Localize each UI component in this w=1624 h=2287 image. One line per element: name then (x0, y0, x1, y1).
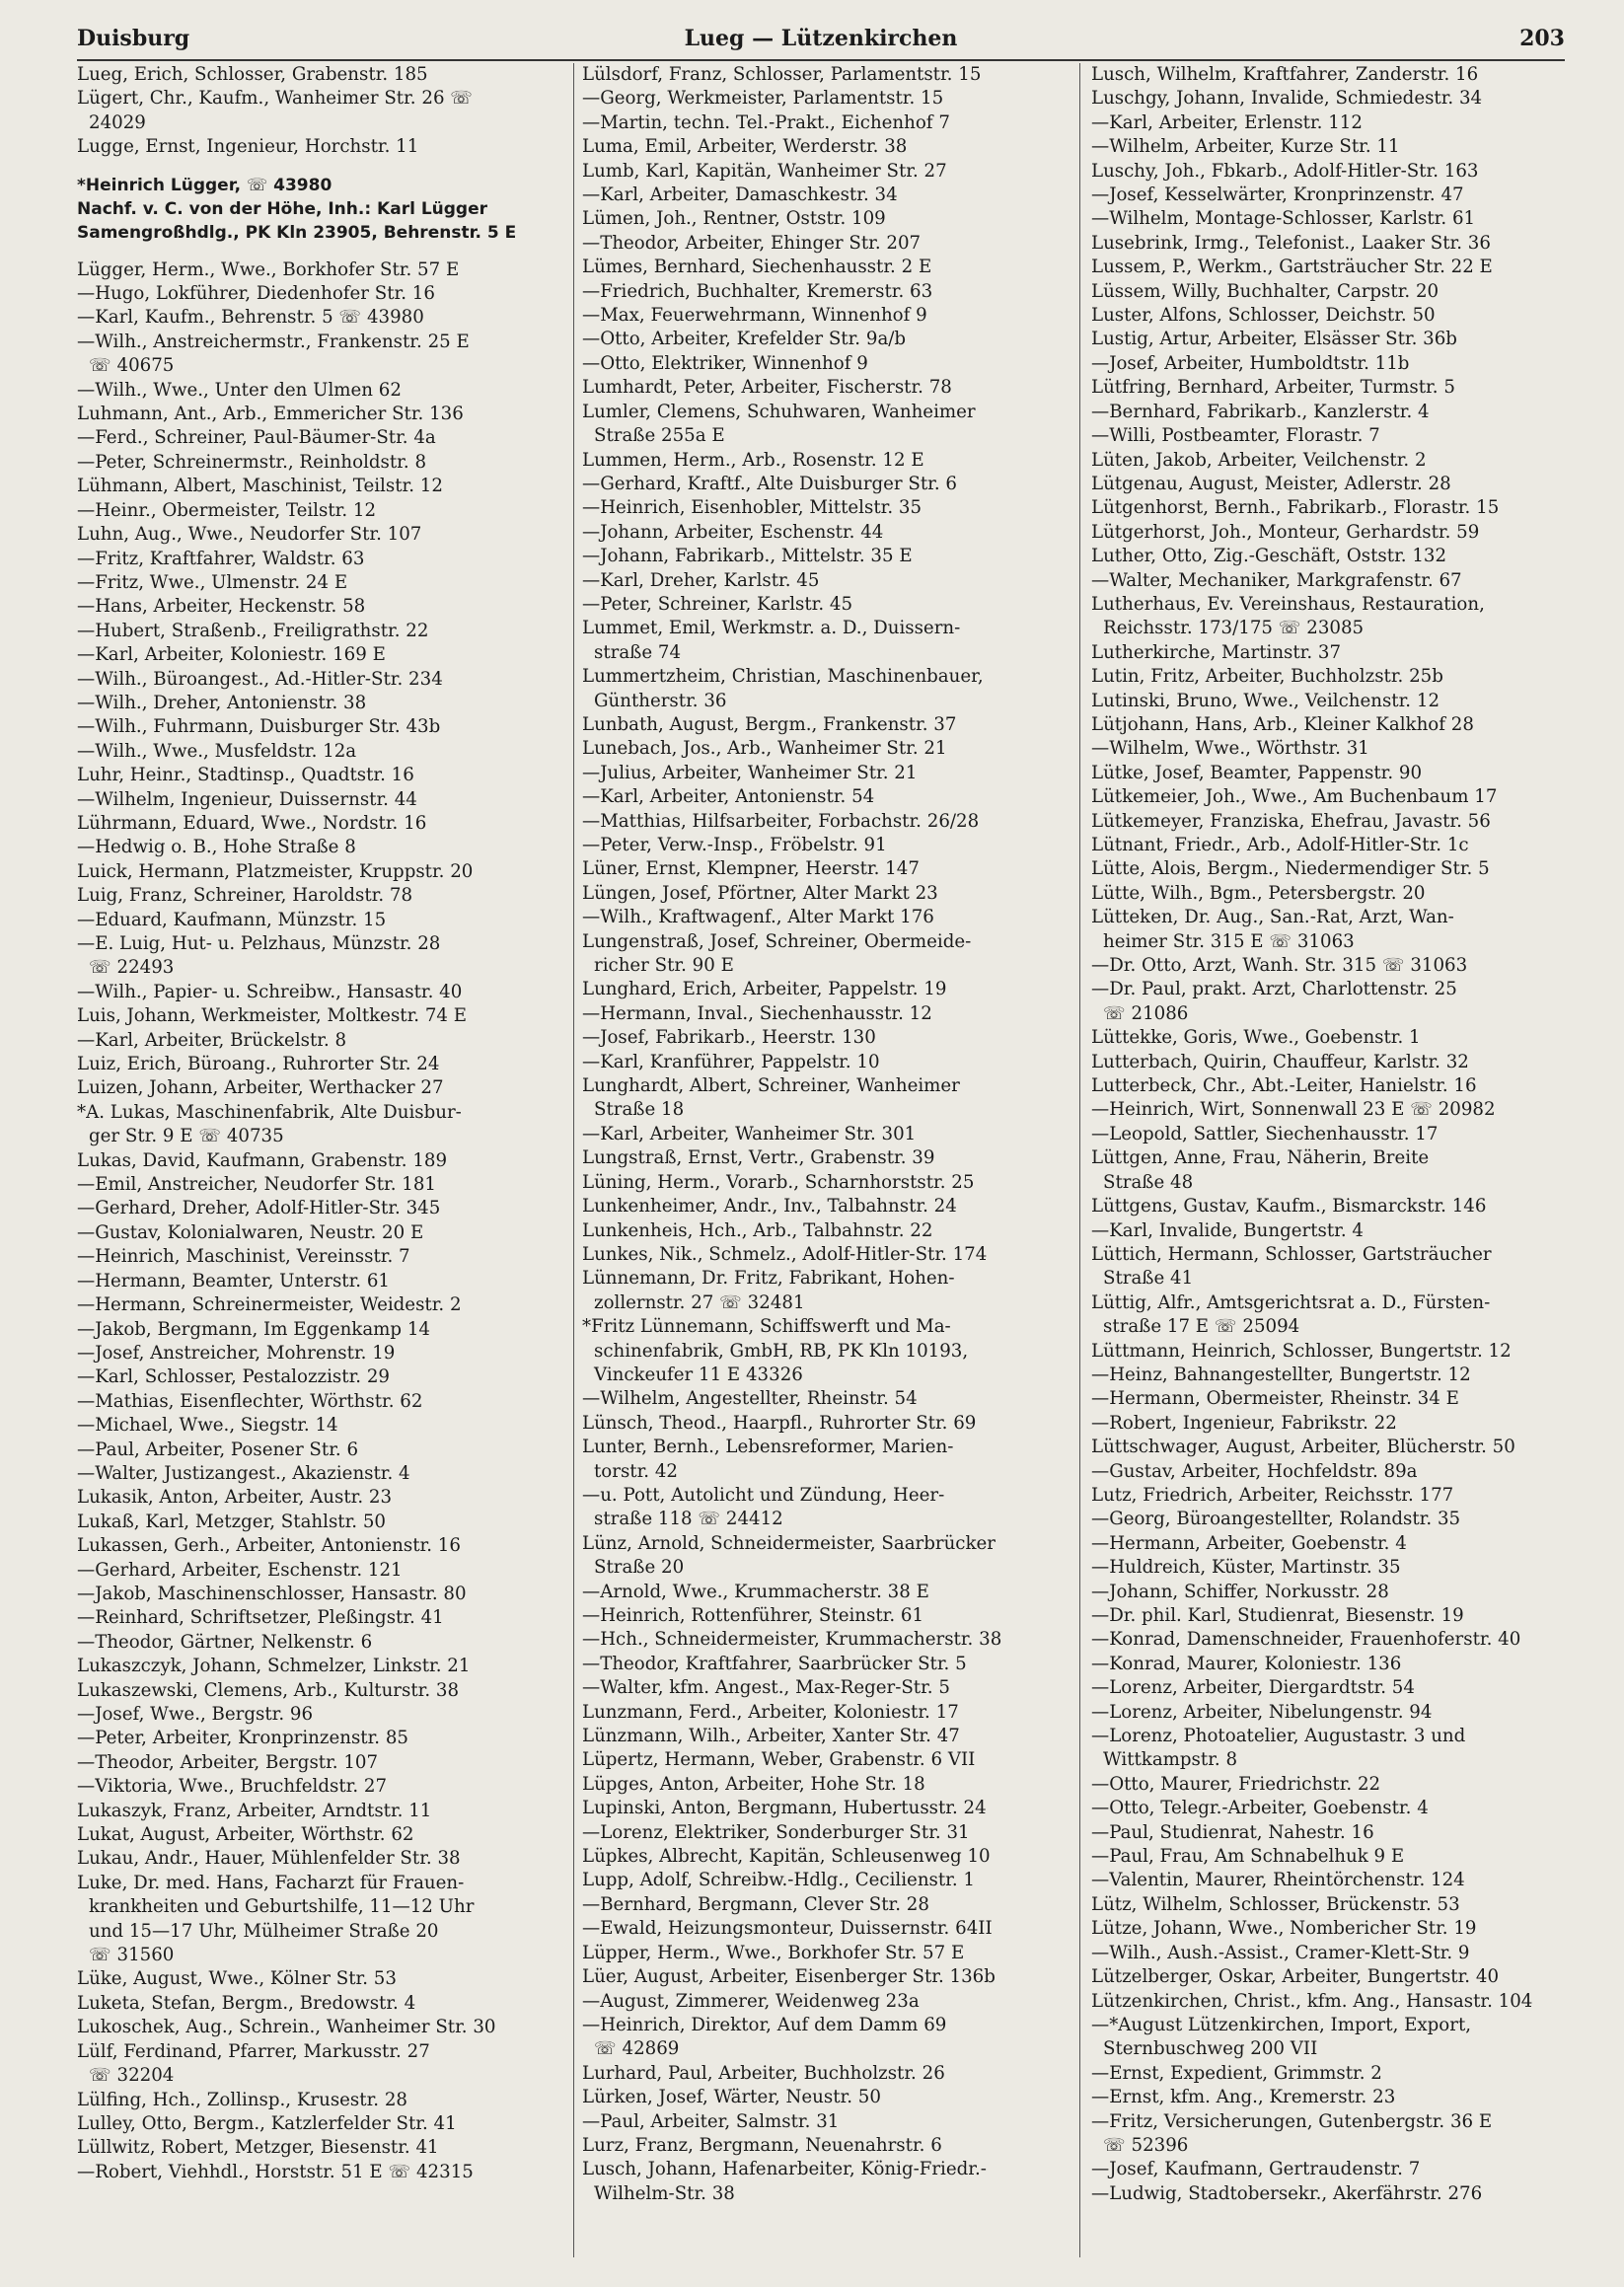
directory-entry-line: ger Str. 9 E ☏ 40735 (89, 1126, 284, 1147)
directory-entry-line: Lusebrink, Irmg., Telefonist., Laaker Str. 36 (1091, 232, 1491, 254)
directory-entry-line: —Lorenz, Elektriker, Sonderburger Str. 31 (582, 1821, 970, 1843)
directory-entry-line: —Konrad, Maurer, Koloniestr. 136 (1091, 1653, 1402, 1674)
directory-entry-line: Wilhelm-Str. 38 (594, 2182, 735, 2204)
directory-entry-line: —Karl, Arbeiter, Wanheimer Str. 301 (582, 1123, 917, 1144)
directory-entry-line: —Hedwig o. B., Hohe Straße 8 (77, 837, 356, 858)
directory-entry-line: —Gerhard, Dreher, Adolf-Hitler-Str. 345 (77, 1198, 441, 1219)
directory-entry-line: Lülfing, Hch., Zollinsp., Krusestr. 28 (77, 2089, 407, 2110)
directory-entry-line: —Ernst, Expedient, Grimmstr. 2 (1091, 2062, 1382, 2084)
directory-entry-line: —Karl, Arbeiter, Brückelstr. 8 (77, 1029, 347, 1051)
directory-entry-line: —Max, Feuerwehrmann, Winnenhof 9 (582, 305, 927, 327)
directory-entry-line: Straße 18 (594, 1099, 685, 1121)
directory-entry-line: Lulley, Otto, Bergm., Katzlerfelder Str. 41 (77, 2112, 457, 2134)
directory-entry-line: Luhn, Aug., Wwe., Neudorfer Str. 107 (77, 524, 422, 546)
directory-entry-line: —Karl, Kaufm., Behrenstr. 5 ☏ 43980 (77, 307, 424, 329)
directory-entry-line: —Gerhard, Arbeiter, Eschenstr. 121 (77, 1559, 403, 1581)
directory-entry-line: Lusch, Wilhelm, Kraftfahrer, Zanderstr. 16 (1091, 64, 1479, 85)
directory-entry-line: —Walter, Justizangest., Akazienstr. 4 (77, 1462, 410, 1484)
directory-entry-line: Lussem, P., Werkm., Gartsträucher Str. 22 E (1091, 257, 1493, 278)
directory-entry-line: —Hermann, Schreinermeister, Weidestr. 2 (77, 1294, 462, 1316)
directory-entry-line: Lügger, Herm., Wwe., Borkhofer Str. 57 E (77, 258, 460, 280)
directory-entry-line: —Hans, Arbeiter, Heckenstr. 58 (77, 596, 366, 618)
directory-entry-line: —Wilh., Wwe., Unter den Ulmen 62 (77, 379, 402, 401)
directory-entry-line: —Heinrich, Rottenführer, Steinstr. 61 (582, 1605, 924, 1626)
directory-entry-line: Lutz, Friedrich, Arbeiter, Reichsstr. 177 (1091, 1484, 1454, 1506)
directory-entry-line: ☏ 31560 (89, 1945, 175, 1966)
directory-entry-line: —Hermann, Obermeister, Rheinstr. 34 E (1091, 1388, 1459, 1410)
directory-entry-line: Lunkenheis, Hch., Arb., Talbahnstr. 22 (582, 1219, 933, 1241)
directory-entry-line: Lütgenhorst, Bernh., Fabrikarb., Florastr. 15 (1091, 497, 1500, 519)
directory-entry-line: Lupp, Adolf, Schreibw.-Hdlg., Cecilienstr. 1 (582, 1870, 976, 1891)
directory-entry-line: —Ernst, kfm. Ang., Kremerstr. 23 (1091, 2087, 1396, 2108)
directory-entry-line: Straße 20 (594, 1557, 685, 1579)
directory-entry-line: straße 74 (594, 641, 682, 663)
column-divider (573, 63, 574, 2257)
directory-entry-line: —Johann, Arbeiter, Eschenstr. 44 (582, 521, 884, 543)
directory-entry-line: Wittkampstr. 8 (1103, 1749, 1238, 1771)
directory-entry-line: —Ludwig, Stadtobersekr., Akerfährstr. 276 (1091, 2182, 1483, 2204)
directory-entry-line: —Peter, Schreinermstr., Reinholdstr. 8 (77, 451, 427, 473)
directory-entry-line: Lüpkes, Albrecht, Kapitän, Schleusenweg 10 (582, 1846, 991, 1868)
directory-entry-line: Lutin, Fritz, Arbeiter, Buchholzstr. 25b (1091, 666, 1443, 688)
directory-entry-line: Lukaszewski, Clemens, Arb., Kulturstr. 38 (77, 1679, 460, 1701)
directory-entry-line: Lurhard, Paul, Arbeiter, Buchholzstr. 26 (582, 2062, 945, 2084)
directory-entry-line: Lüner, Ernst, Klempner, Heerstr. 147 (582, 858, 920, 880)
directory-entry-line: *Fritz Lünnemann, Schiffswerft und Ma- (582, 1316, 951, 1338)
directory-entry-line: —Ewald, Heizungsmonteur, Duissernstr. 64II (582, 1918, 993, 1940)
directory-entry-line: Lürken, Josef, Wärter, Neustr. 50 (582, 2087, 881, 2108)
directory-entry-line: —Heinz, Bahnangestellter, Bungertstr. 12 (1091, 1364, 1471, 1385)
directory-entry-line: Lütjohann, Hans, Arb., Kleiner Kalkhof 28 (1091, 713, 1474, 735)
directory-entry-line: —Wilhelm, Angestellter, Rheinstr. 54 (582, 1388, 918, 1410)
directory-entry-line: Lukau, Andr., Hauer, Mühlenfelder Str. 38 (77, 1848, 461, 1870)
directory-entry-line: —Wilhelm, Ingenieur, Duissernstr. 44 (77, 788, 417, 810)
directory-entry-line: —Wilh., Aush.-Assist., Cramer-Klett-Str. 9 (1091, 1942, 1470, 1963)
directory-entry-line: —Gustav, Kolonialwaren, Neustr. 20 E (77, 1221, 424, 1243)
directory-entry-line: —Theodor, Kraftfahrer, Saarbrücker Str. 5 (582, 1653, 967, 1674)
directory-entry-line: Luketa, Stefan, Bergm., Bredowstr. 4 (77, 1992, 416, 2014)
directory-entry-line: Lüten, Jakob, Arbeiter, Veilchenstr. 2 (1091, 449, 1427, 471)
directory-entry-line: heimer Str. 315 E ☏ 31063 (1103, 930, 1355, 952)
directory-entry-line: —Karl, Dreher, Karlstr. 45 (582, 569, 820, 591)
directory-entry-line: —Bernhard, Bergmann, Clever Str. 28 (582, 1893, 929, 1915)
directory-entry-line: Lütkemeyer, Franziska, Ehefrau, Javastr. 56 (1091, 810, 1491, 832)
directory-entry-line: Luizen, Johann, Arbeiter, Werthacker 27 (77, 1077, 444, 1099)
directory-entry-line: —Matthias, Hilfsarbeiter, Forbachstr. 26/28 (582, 810, 980, 832)
directory-entry-line: —Mathias, Eisenflechter, Wörthstr. 62 (77, 1390, 423, 1412)
directory-entry-line: richer Str. 90 E (594, 955, 734, 977)
directory-entry-line: —Otto, Arbeiter, Krefelder Str. 9a/b (582, 329, 907, 350)
directory-entry-line: —Karl, Arbeiter, Antonienstr. 54 (582, 786, 875, 808)
directory-entry-line: Lüttmann, Heinrich, Schlosser, Bungertstr. 12 (1091, 1340, 1512, 1362)
directory-entry-line: schinenfabrik, GmbH, RB, PK Kln 10193, (594, 1340, 969, 1362)
directory-entry-line: —Dr. Paul, prakt. Arzt, Charlottenstr. 25 (1091, 979, 1457, 1000)
directory-entry-line: —Wilh., Kraftwagenf., Alter Markt 176 (582, 907, 934, 928)
directory-entry-line: —Lorenz, Arbeiter, Nibelungenstr. 94 (1091, 1701, 1433, 1723)
directory-entry-line: —Konrad, Damenschneider, Frauenhoferstr. 40 (1091, 1629, 1521, 1651)
directory-entry-line: Lukasik, Anton, Arbeiter, Austr. 23 (77, 1487, 393, 1509)
directory-entry-line: Nachf. v. C. von der Höhe, Inh.: Karl Lügger (77, 198, 488, 219)
directory-entry-line: Luick, Hermann, Platzmeister, Kruppstr. 20 (77, 860, 474, 882)
directory-entry-line: Lütte, Wilh., Bgm., Petersbergstr. 20 (1091, 882, 1426, 904)
directory-entry-line: —u. Pott, Autolicht und Zündung, Heer- (582, 1484, 945, 1506)
column-1 (77, 63, 565, 2257)
directory-entry-line: —Heinrich, Direktor, Auf dem Damm 69 (582, 2014, 947, 2035)
directory-entry-line: —Theodor, Gärtner, Nelkenstr. 6 (77, 1631, 373, 1653)
directory-entry-line: —Georg, Büroangestellter, Rolandstr. 35 (1091, 1509, 1461, 1530)
directory-entry-line: Lüttgens, Gustav, Kaufm., Bismarckstr. 146 (1091, 1196, 1487, 1217)
page-header (77, 20, 1565, 61)
column-2 (582, 63, 1066, 2257)
directory-entry-line: straße 118 ☏ 24412 (594, 1509, 783, 1530)
directory-entry-line: —Otto, Telegr.-Arbeiter, Goebenstr. 4 (1091, 1798, 1429, 1819)
directory-entry-line: Lütfring, Bernhard, Arbeiter, Turmstr. 5 (1091, 377, 1455, 399)
directory-entry-line: Lüttschwager, August, Arbeiter, Blücherstr. 50 (1091, 1437, 1515, 1458)
directory-entry-line: —Karl, Kranführer, Pappelstr. 10 (582, 1051, 880, 1072)
directory-entry-line: Lütze, Johann, Wwe., Nombericher Str. 19 (1091, 1918, 1477, 1940)
directory-entry-line: Lunebach, Jos., Arb., Wanheimer Str. 21 (582, 738, 947, 760)
directory-entry-line: —Bernhard, Fabrikarb., Kanzlerstr. 4 (1091, 401, 1430, 422)
directory-entry-line: Lülsdorf, Franz, Schlosser, Parlamentstr. 15 (582, 64, 982, 85)
directory-entry-line: —Hermann, Beamter, Unterstr. 61 (77, 1270, 390, 1291)
directory-entry-line: Vinckeufer 11 E 43326 (594, 1364, 803, 1385)
directory-entry-line: Lukassen, Gerh., Arbeiter, Antonienstr. 16 (77, 1535, 461, 1557)
directory-entry-line: Lungstraß, Ernst, Vertr., Grabenstr. 39 (582, 1147, 935, 1169)
directory-entry-line: —Gerhard, Kraftf., Alte Duisburger Str. 6 (582, 473, 957, 494)
directory-entry-line: ☏ 40675 (89, 355, 175, 377)
directory-entry-line: Lumb, Karl, Kapitän, Wanheimer Str. 27 (582, 160, 947, 182)
directory-entry-line: ☏ 42869 (594, 2038, 680, 2060)
directory-entry-line: —Otto, Maurer, Friedrichstr. 22 (1091, 1773, 1381, 1795)
directory-entry-line: —Lorenz, Arbeiter, Diergardtstr. 54 (1091, 1677, 1415, 1699)
entry-columns (77, 63, 1565, 2257)
directory-entry-line: —Arnold, Wwe., Krummacherstr. 38 E (582, 1581, 929, 1602)
directory-entry-line: —Hugo, Lokführer, Diedenhofer Str. 16 (77, 283, 435, 305)
directory-entry-line: —Michael, Wwe., Siegstr. 14 (77, 1415, 338, 1437)
directory-entry-line: Luiz, Erich, Büroang., Ruhrorter Str. 24 (77, 1054, 440, 1075)
directory-entry-line: —Otto, Elektriker, Winnenhof 9 (582, 352, 868, 374)
directory-entry-line: —Dr. Otto, Arzt, Wanh. Str. 315 ☏ 31063 (1091, 955, 1468, 977)
directory-entry-line: —Hermann, Inval., Siechenhausstr. 12 (582, 1002, 932, 1024)
directory-entry-line: Lümes, Bernhard, Siechenhausstr. 2 E (582, 257, 932, 278)
directory-entry-line: —Josef, Kesselwärter, Kronprinzenstr. 47 (1091, 184, 1464, 206)
directory-entry-line: Lunkes, Nik., Schmelz., Adolf-Hitler-Str. 174 (582, 1243, 988, 1265)
directory-entry-line: —Valentin, Maurer, Rheintörchenstr. 124 (1091, 1870, 1465, 1891)
directory-entry-line: —Karl, Arbeiter, Damaschkestr. 34 (582, 184, 898, 206)
directory-entry-line: ☏ 21086 (1103, 1002, 1189, 1024)
directory-entry-line: —Robert, Ingenieur, Fabrikstr. 22 (1091, 1412, 1397, 1434)
directory-entry-line: Lurz, Franz, Bergmann, Neuenahrstr. 6 (582, 2134, 942, 2156)
header-city: Duisburg (77, 26, 190, 51)
directory-entry-line: —Walter, Mechaniker, Markgrafenstr. 67 (1091, 569, 1462, 591)
directory-entry-line: *A. Lukas, Maschinenfabrik, Alte Duisbur- (77, 1101, 462, 1123)
directory-entry-line: Lütgerhorst, Joh., Monteur, Gerhardstr. 59 (1091, 521, 1480, 543)
directory-entry-line: Lunzmann, Ferd., Arbeiter, Koloniestr. 17 (582, 1701, 959, 1723)
directory-entry-line: Lutherkirche, Martinstr. 37 (1091, 641, 1342, 663)
directory-entry-line: —Dr. phil. Karl, Studienrat, Biesenstr. 19 (1091, 1605, 1464, 1626)
directory-entry-line: —Emil, Anstreicher, Neudorfer Str. 181 (77, 1174, 436, 1196)
directory-entry-line: Lützenkirchen, Christ., kfm. Ang., Hansastr. 104 (1091, 1990, 1533, 2012)
directory-entry-line: Lüer, August, Arbeiter, Eisenberger Str. 136b (582, 1966, 996, 1988)
directory-entry-line: Luig, Franz, Schreiner, Haroldstr. 78 (77, 885, 413, 907)
directory-entry-line: Lunghardt, Albert, Schreiner, Wanheimer (582, 1075, 960, 1097)
directory-entry-line: —Wilhelm, Wwe., Wörthstr. 31 (1091, 738, 1369, 760)
directory-entry-line: Luschgy, Johann, Invalide, Schmiedestr. 34 (1091, 88, 1483, 110)
directory-entry-line: und 15—17 Uhr, Mülheimer Straße 20 (89, 1920, 439, 1942)
directory-entry-line: 24029 (89, 111, 146, 133)
directory-entry-line: Luhr, Heinr., Stadtinsp., Quadtstr. 16 (77, 765, 414, 786)
directory-entry-line: —Josef, Fabrikarb., Heerstr. 130 (582, 1027, 876, 1049)
directory-entry-line: Lünz, Arnold, Schneidermeister, Saarbrücker (582, 1532, 996, 1554)
directory-entry-line: Lummertzheim, Christian, Maschinenbauer, (582, 666, 984, 688)
directory-entry-line: Lütnant, Friedr., Arb., Adolf-Hitler-Str. 1c (1091, 835, 1469, 855)
directory-entry-line: —Walter, kfm. Angest., Max-Reger-Str. 5 (582, 1677, 950, 1699)
directory-entry-line: Lütte, Alois, Bergm., Niedermendiger Str. 5 (1091, 858, 1490, 880)
directory-entry-line: —Willi, Postbeamter, Florastr. 7 (1091, 425, 1380, 447)
directory-entry-line: —Paul, Arbeiter, Salmstr. 31 (582, 2110, 840, 2132)
directory-entry-line: Lutterbach, Quirin, Chauffeur, Karlstr. 32 (1091, 1051, 1469, 1072)
directory-entry-line: —Lorenz, Photoatelier, Augustastr. 3 und (1091, 1726, 1466, 1747)
directory-entry-line: Lukas, David, Kaufmann, Grabenstr. 189 (77, 1149, 448, 1171)
directory-entry-line: Lukat, August, Arbeiter, Wörthstr. 62 (77, 1824, 414, 1846)
directory-entry-line: —Martin, techn. Tel.-Prakt., Eichenhof 7 (582, 111, 950, 133)
directory-entry-line: —Reinhard, Schriftsetzer, Pleßingstr. 41 (77, 1607, 444, 1629)
directory-entry-line: Lutherhaus, Ev. Vereinshaus, Restauration, (1091, 593, 1485, 615)
directory-entry-line: Güntherstr. 36 (594, 690, 727, 711)
directory-entry-line: Straße 255a E (594, 425, 725, 447)
directory-entry-line: —Eduard, Kaufmann, Münzstr. 15 (77, 909, 387, 930)
directory-entry-line: —Fritz, Kraftfahrer, Waldstr. 63 (77, 548, 365, 569)
directory-entry-line: Lunbath, August, Bergm., Frankenstr. 37 (582, 713, 957, 735)
column-3 (1091, 63, 1565, 2257)
directory-entry-line: Lukoschek, Aug., Schrein., Wanheimer Str. 30 (77, 2017, 496, 2038)
directory-entry-line: —August, Zimmerer, Weidenweg 23a (582, 1990, 920, 2012)
directory-entry-line: ☏ 22493 (89, 957, 175, 979)
directory-entry-line: —Heinrich, Wirt, Sonnenwall 23 E ☏ 20982 (1091, 1099, 1496, 1121)
directory-entry-line: —Hermann, Arbeiter, Goebenstr. 4 (1091, 1532, 1407, 1554)
directory-entry-line: Lülf, Ferdinand, Pfarrer, Markusstr. 27 (77, 2040, 430, 2062)
directory-entry-line: —Jakob, Maschinenschlosser, Hansastr. 80 (77, 1583, 467, 1604)
directory-entry-line: Lutterbeck, Chr., Abt.-Leiter, Hanielstr. 16 (1091, 1075, 1477, 1097)
directory-entry-line: Lutinski, Bruno, Wwe., Veilchenstr. 12 (1091, 690, 1440, 711)
directory-entry-line: Lugge, Ernst, Ingenieur, Horchstr. 11 (77, 136, 419, 158)
directory-entry-line: —Karl, Arbeiter, Erlenstr. 112 (1091, 111, 1363, 133)
directory-entry-line: zollernstr. 27 ☏ 32481 (594, 1291, 805, 1313)
directory-entry-line: —Huldreich, Küster, Martinstr. 35 (1091, 1557, 1401, 1579)
directory-entry-line: —Josef, Anstreicher, Mohrenstr. 19 (77, 1342, 396, 1364)
directory-entry-line: —Fritz, Wwe., Ulmenstr. 24 E (77, 571, 348, 593)
directory-entry-line: —Josef, Wwe., Bergstr. 96 (77, 1704, 314, 1725)
directory-entry-line: Luis, Johann, Werkmeister, Moltkestr. 74 E (77, 1005, 468, 1027)
directory-entry-line: —Ferd., Schreiner, Paul-Bäumer-Str. 4a (77, 427, 436, 449)
directory-entry-line: Luschy, Joh., Fbkarb., Adolf-Hitler-Str. 163 (1091, 160, 1479, 182)
directory-entry-line: Lukaszyk, Franz, Arbeiter, Arndtstr. 11 (77, 1800, 432, 1821)
directory-entry-line: —Theodor, Arbeiter, Ehinger Str. 207 (582, 232, 922, 254)
directory-entry-line: —Wilh., Anstreichermstr., Frankenstr. 25 E (77, 331, 470, 352)
directory-entry-line: Straße 48 (1103, 1171, 1194, 1193)
directory-entry-line: —Wilh., Büroangest., Ad.-Hitler-Str. 234 (77, 668, 443, 690)
directory-entry-line: Lunkenheimer, Andr., Inv., Talbahnstr. 24 (582, 1196, 957, 1217)
directory-entry-line: Lüttgen, Anne, Frau, Näherin, Breite (1091, 1147, 1430, 1169)
directory-entry-line: Lüllwitz, Robert, Metzger, Biesenstr. 41 (77, 2137, 439, 2159)
directory-entry-line: —Johann, Fabrikarb., Mittelstr. 35 E (582, 546, 913, 567)
directory-entry-line: —Heinrich, Eisenhobler, Mittelstr. 35 (582, 497, 923, 519)
directory-entry-line: —Heinr., Obermeister, Teilstr. 12 (77, 499, 377, 521)
directory-entry-line: —Georg, Werkmeister, Parlamentstr. 15 (582, 88, 944, 110)
directory-entry-line: —Josef, Arbeiter, Humboldtstr. 11b (1091, 352, 1410, 374)
directory-entry-line: Straße 41 (1103, 1268, 1194, 1290)
directory-entry-line: krankheiten und Geburtshilfe, 11—12 Uhr (89, 1896, 475, 1918)
directory-entry-line: —Wilh., Dreher, Antonienstr. 38 (77, 692, 367, 713)
directory-entry-line: *Heinrich Lügger, ☏ 43980 (77, 175, 332, 195)
directory-entry-line: Lungenstraß, Josef, Schreiner, Obermeide- (582, 930, 972, 952)
directory-entry-line: Lünsch, Theod., Haarpfl., Ruhrorter Str. 69 (582, 1412, 977, 1434)
directory-entry-line: Lüssem, Willy, Buchhalter, Carpstr. 20 (1091, 280, 1439, 302)
directory-entry-line: Lütteken, Dr. Aug., San.-Rat, Arzt, Wan- (1091, 907, 1454, 928)
directory-entry-line: Luther, Otto, Zig.-Geschäft, Oststr. 132 (1091, 546, 1447, 567)
directory-entry-line: torstr. 42 (594, 1460, 678, 1482)
directory-entry-line: Luma, Emil, Arbeiter, Werderstr. 38 (582, 136, 908, 158)
directory-entry-line: —Karl, Invalide, Bungertstr. 4 (1091, 1219, 1364, 1241)
directory-entry-line: Lüngen, Josef, Pförtner, Alter Markt 23 (582, 882, 938, 904)
directory-entry-line: —Peter, Verw.-Insp., Fröbelstr. 91 (582, 835, 887, 855)
directory-entry-line: —Wilhelm, Arbeiter, Kurze Str. 11 (1091, 136, 1400, 158)
directory-entry-line: Lumler, Clemens, Schuhwaren, Wanheimer (582, 401, 976, 422)
directory-entry-line: —Leopold, Sattler, Siechenhausstr. 17 (1091, 1123, 1439, 1144)
directory-entry-line: Lügert, Chr., Kaufm., Wanheimer Str. 26 ☏ (77, 88, 474, 110)
directory-entry-line: —Paul, Frau, Am Schnabelhuk 9 E (1091, 1846, 1405, 1868)
directory-entry-line: Samengroßhdlg., PK Kln 23905, Behrenstr. 5 E (77, 222, 517, 243)
directory-entry-line: —Wilh., Papier- u. Schreibw., Hansastr. 40 (77, 981, 463, 1002)
directory-entry-line: —Jakob, Bergmann, Im Eggenkamp 14 (77, 1318, 430, 1340)
directory-entry-line: —Hubert, Straßenb., Freiligrathstr. 22 (77, 620, 429, 641)
directory-entry-line: Lukaszczyk, Johann, Schmelzer, Linkstr. 21 (77, 1656, 471, 1677)
directory-entry-line: Lützelberger, Oskar, Arbeiter, Bungertstr. 40 (1091, 1966, 1500, 1988)
directory-entry-line: —Friedrich, Buchhalter, Kremerstr. 63 (582, 280, 933, 302)
directory-entry-line: Lüke, August, Wwe., Kölner Str. 53 (77, 1968, 397, 1990)
directory-entry-line: ☏ 52396 (1103, 2134, 1189, 2156)
directory-entry-line: —Wilh., Wwe., Musfeldstr. 12a (77, 740, 357, 762)
directory-entry-line: Lüpper, Herm., Wwe., Borkhofer Str. 57 E (582, 1942, 965, 1963)
directory-entry-line: Lüning, Herm., Vorarb., Scharnhorststr. 25 (582, 1171, 975, 1193)
directory-entry-line: —Theodor, Arbeiter, Bergstr. 107 (77, 1751, 379, 1773)
directory-entry-line: —Wilh., Fuhrmann, Duisburger Str. 43b (77, 716, 441, 738)
directory-entry-line: Lütz, Wilhelm, Schlosser, Brückenstr. 53 (1091, 1893, 1460, 1915)
directory-entry-line: —Heinrich, Maschinist, Vereinsstr. 7 (77, 1246, 410, 1268)
directory-entry-line: Lumhardt, Peter, Arbeiter, Fischerstr. 78 (582, 377, 952, 399)
directory-entry-line: Lühmann, Albert, Maschinist, Teilstr. 12 (77, 476, 443, 497)
directory-entry-line: —Karl, Arbeiter, Koloniestr. 169 E (77, 644, 386, 666)
directory-entry-line: Lunghard, Erich, Arbeiter, Pappelstr. 19 (582, 979, 947, 1000)
directory-entry-line: —Paul, Arbeiter, Posener Str. 6 (77, 1439, 359, 1460)
directory-entry-line: Lünzmann, Wilh., Arbeiter, Xanter Str. 47 (582, 1726, 960, 1747)
directory-entry-line: Lupinski, Anton, Bergmann, Hubertusstr. 24 (582, 1798, 987, 1819)
directory-entry-line: Lukaß, Karl, Metzger, Stahlstr. 50 (77, 1511, 386, 1532)
directory-entry-line: Lunter, Bernh., Lebensreformer, Marien- (582, 1437, 954, 1458)
directory-entry-line: Sternbuschweg 200 VII (1103, 2038, 1318, 2060)
directory-entry-line: —Peter, Arbeiter, Kronprinzenstr. 85 (77, 1728, 408, 1749)
directory-entry-line: Reichsstr. 173/175 ☏ 23085 (1103, 618, 1365, 639)
directory-entry-line: Lusch, Johann, Hafenarbeiter, König-Friedr.- (582, 2159, 987, 2180)
directory-entry-line: Luster, Alfons, Schlosser, Deichstr. 50 (1091, 305, 1436, 327)
directory-entry-line: Lüpges, Anton, Arbeiter, Hohe Str. 18 (582, 1773, 925, 1795)
directory-entry-line: Lührmann, Eduard, Wwe., Nordstr. 16 (77, 812, 427, 834)
directory-entry-line: ☏ 32204 (89, 2065, 175, 2087)
directory-entry-line: Lüttekke, Goris, Wwe., Goebenstr. 1 (1091, 1027, 1421, 1049)
directory-entry-line: Lummen, Herm., Arb., Rosenstr. 12 E (582, 449, 924, 471)
directory-entry-line: Lüpertz, Hermann, Weber, Grabenstr. 6 VII (582, 1749, 976, 1771)
directory-entry-line: —Johann, Schiffer, Norkusstr. 28 (1091, 1581, 1389, 1602)
directory-entry-line: —Karl, Schlosser, Pestalozzistr. 29 (77, 1366, 390, 1388)
directory-entry-line: —Hch., Schneidermeister, Krummacherstr. 38 (582, 1629, 1002, 1651)
directory-entry-line: Lueg, Erich, Schlosser, Grabenstr. 185 (77, 64, 428, 85)
directory-entry-line: —Josef, Kaufmann, Gertraudenstr. 7 (1091, 2159, 1421, 2180)
directory-entry-line: —Robert, Viehhdl., Horststr. 51 E ☏ 42315 (77, 2161, 474, 2182)
directory-entry-line: Lüttich, Hermann, Schlosser, Gartsträucher (1091, 1243, 1492, 1265)
directory-entry-line: Lütkemeier, Joh., Wwe., Am Buchenbaum 17 (1091, 786, 1498, 808)
directory-entry-line: —Gustav, Arbeiter, Hochfeldstr. 89a (1091, 1460, 1418, 1482)
directory-entry-line: Luhmann, Ant., Arb., Emmericher Str. 136 (77, 404, 464, 425)
directory-entry-line: —Paul, Studienrat, Nahestr. 16 (1091, 1821, 1374, 1843)
directory-entry-line: Luke, Dr. med. Hans, Facharzt für Frauen- (77, 1872, 465, 1893)
directory-entry-line: straße 17 E ☏ 25094 (1103, 1316, 1300, 1338)
page-number: 203 (1519, 26, 1565, 51)
directory-entry-line: —Viktoria, Wwe., Bruchfeldstr. 27 (77, 1776, 388, 1798)
header-range: Lueg — Lützenkirchen (684, 26, 958, 51)
directory-entry-line: Lustig, Artur, Arbeiter, Elsässer Str. 36b (1091, 329, 1457, 350)
directory-entry-line: —Fritz, Versicherungen, Gutenbergstr. 36 E (1091, 2110, 1493, 2132)
directory-entry-line: —*August Lützenkirchen, Import, Export, (1091, 2014, 1472, 2035)
directory-entry-line: Lütke, Josef, Beamter, Pappenstr. 90 (1091, 762, 1423, 783)
column-divider (1079, 63, 1080, 2257)
directory-entry-line: Lummet, Emil, Werkmstr. a. D., Duissern- (582, 618, 961, 639)
directory-entry-line: Lütgenau, August, Meister, Adlerstr. 28 (1091, 473, 1451, 494)
directory-entry-line: Lüttig, Alfr., Amtsgerichtsrat a. D., Fürsten- (1091, 1291, 1491, 1313)
directory-entry-line: —Peter, Schreiner, Karlstr. 45 (582, 593, 853, 615)
directory-entry-line: —E. Luig, Hut- u. Pelzhaus, Münzstr. 28 (77, 933, 441, 954)
directory-entry-line: —Julius, Arbeiter, Wanheimer Str. 21 (582, 762, 918, 783)
directory-entry-line: Lünnemann, Dr. Fritz, Fabrikant, Hohen- (582, 1268, 955, 1290)
directory-entry-line: —Wilhelm, Montage-Schlosser, Karlstr. 61 (1091, 208, 1476, 230)
directory-entry-line: Lümen, Joh., Rentner, Oststr. 109 (582, 208, 886, 230)
